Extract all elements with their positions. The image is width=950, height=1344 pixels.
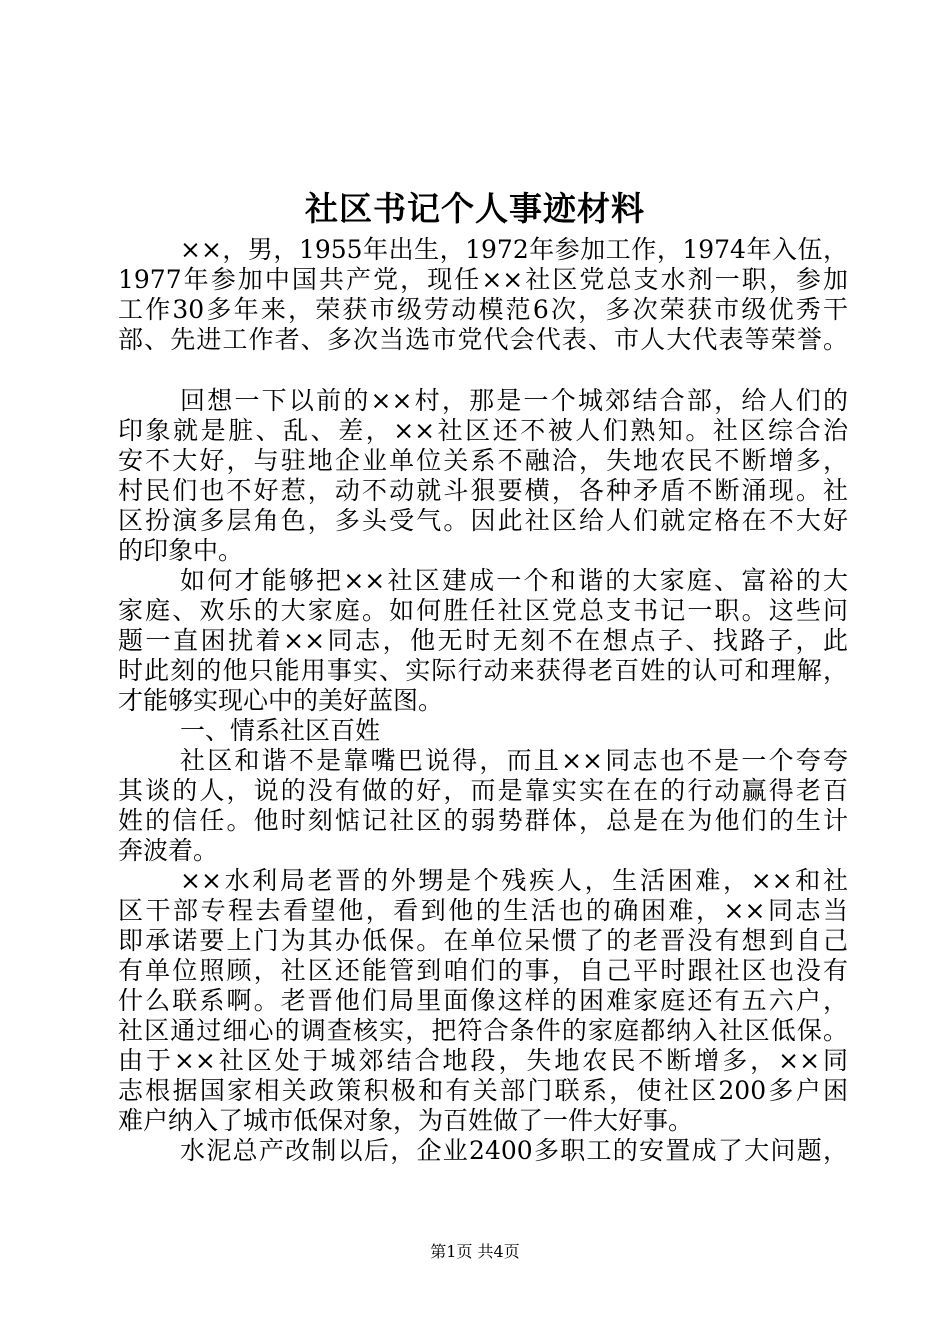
document-body	[118, 235, 848, 1166]
text-line: 奔波着。	[118, 836, 219, 865]
text-line: 部、先进工作者、多次当选市党代会代表、市人大代表等荣誉。	[118, 325, 848, 354]
text-line: 才能够实现心中的美好蓝图。	[118, 686, 444, 715]
text-line: 的印象中。	[118, 536, 244, 565]
text-line: 有单位照顾，社区还能管到咱们的事，自己平时跟社区也没有	[118, 956, 848, 985]
text-line: ××水利局老晋的外甥是个残疾人，生活困难，××和社	[180, 866, 848, 895]
text-line: 难户纳入了城市低保对象，为百姓做了一件大好事。	[118, 1106, 694, 1135]
text-line: 什么联系啊。老晋他们局里面像这样的困难家庭还有五六户，	[118, 986, 848, 1015]
text-line: 回想一下以前的××村，那是一个城郊结合部，给人们的	[180, 386, 848, 415]
text-line: ××，男，1955年出生，1972年参加工作，1974年入伍，	[180, 235, 848, 264]
text-line: 社区和谐不是靠嘴巴说得，而且××同志也不是一个夸夸	[180, 746, 848, 775]
text-line: 时此刻的他只能用事实、实际行动来获得老百姓的认可和理解，	[118, 656, 848, 685]
text-line: 家庭、欢乐的大家庭。如何胜任社区党总支书记一职。这些问	[118, 596, 848, 625]
page-title: 社区书记个人事迹材料	[305, 189, 645, 228]
page-footer: 第1页 共4页	[430, 1242, 520, 1261]
text-line: 1977年参加中国共产党，现任××社区党总支水剂一职，参加	[118, 265, 848, 294]
text-line: 区干部专程去看望他，看到他的生活也的确困难，××同志当	[118, 896, 848, 925]
text-line: 姓的信任。他时刻惦记社区的弱势群体，总是在为他们的生计	[118, 806, 848, 835]
text-line: 安不大好，与驻地企业单位关系不融洽，失地农民不断增多，	[118, 446, 848, 475]
text-line: 印象就是脏、乱、差，××社区还不被人们熟知。社区综合治	[118, 416, 848, 445]
text-line: 社区通过细心的调查核实，把符合条件的家庭都纳入社区低保。	[118, 1016, 848, 1045]
text-line: 其谈的人，说的没有做的好，而是靠实实在在的行动赢得老百	[118, 776, 848, 805]
text-line: 题一直困扰着××同志，他无时无刻不在想点子、找路子，此	[118, 626, 848, 655]
text-line: 村民们也不好惹，动不动就斗狠要横，各种矛盾不断涌现。社	[118, 476, 848, 505]
text-line: 如何才能够把××社区建成一个和谐的大家庭、富裕的大	[180, 566, 848, 595]
text-line: 区扮演多层角色，多头受气。因此社区给人们就定格在不大好	[118, 506, 848, 535]
text-line: 即承诺要上门为其办低保。在单位呆惯了的老晋没有想到自己	[118, 926, 848, 955]
text-line: 水泥总产改制以后，企业2400多职工的安置成了大问题，	[180, 1136, 848, 1165]
paragraph-gap	[118, 355, 848, 386]
text-line: 由于××社区处于城郊结合地段，失地农民不断增多，××同	[118, 1046, 848, 1075]
text-line: 工作30多年来，荣获市级劳动模范6次，多次荣获市级优秀干	[118, 295, 848, 324]
text-line: 志根据国家相关政策积极和有关部门联系，使社区200多户困	[118, 1076, 848, 1105]
section-heading: 一、情系社区百姓	[180, 716, 381, 745]
